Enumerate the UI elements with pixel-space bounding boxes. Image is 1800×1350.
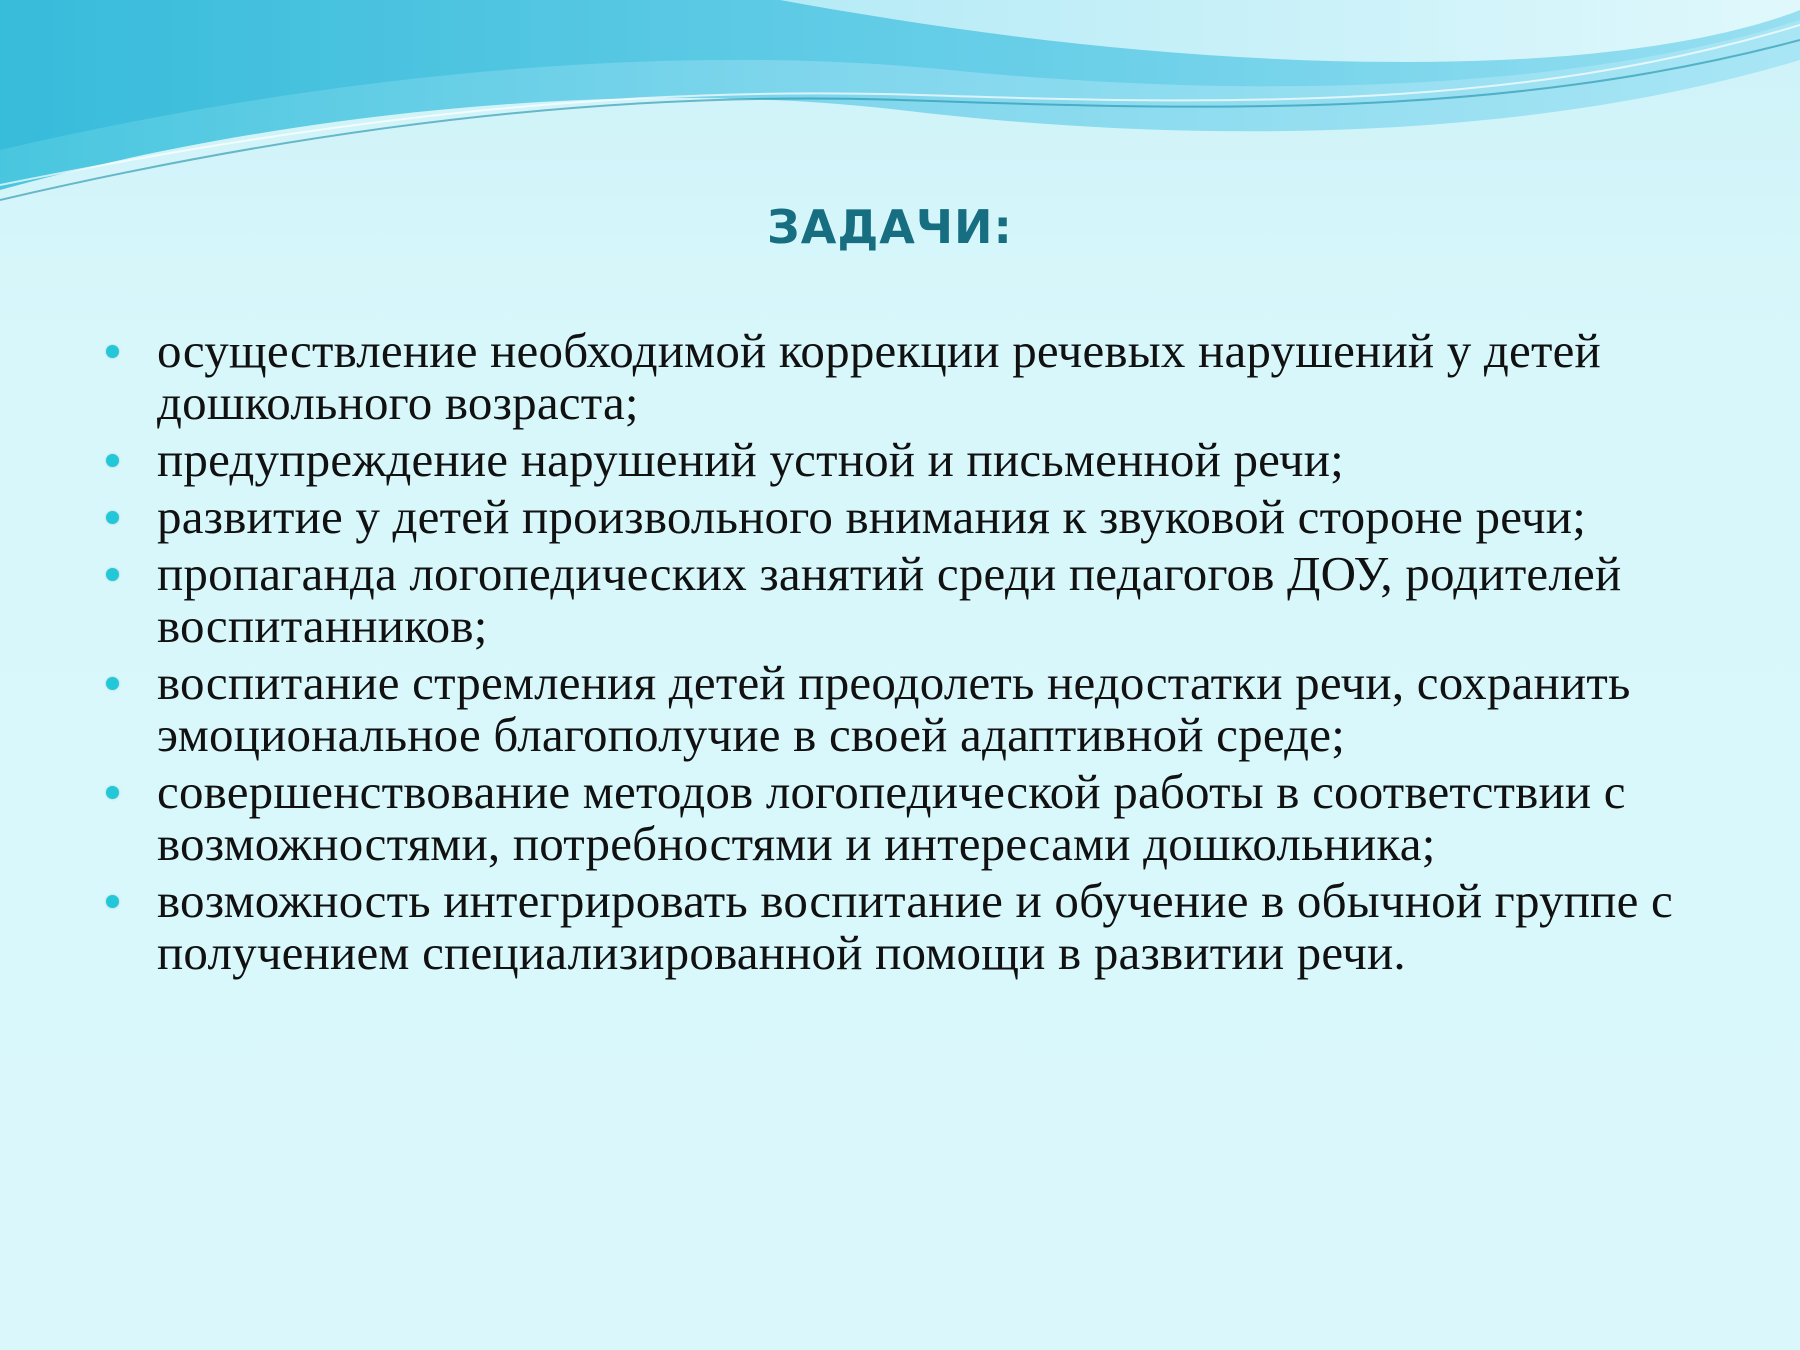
filled-circle-bullet-icon: [106, 895, 119, 908]
filled-circle-bullet-icon: [106, 677, 119, 690]
list-item: [100, 766, 1700, 870]
list-item: [100, 325, 1700, 429]
filled-circle-bullet-icon: [106, 511, 119, 524]
slide-title: ЗАДАЧИ:: [767, 200, 1013, 254]
filled-circle-bullet-icon: [106, 786, 119, 799]
list-item: [100, 491, 1700, 543]
list-item-text: совершенствование методов логопедической работы в соответствии с возможностями, потребностями и интересами дошкольника;: [157, 764, 1626, 871]
list-item: [100, 434, 1700, 486]
list-item: [100, 875, 1700, 979]
list-item-text: возможность интегрировать воспитание и обучение в обычной группе с получением специализированной помощи в развитии речи.: [157, 873, 1673, 980]
list-item-text: предупреждение нарушений устной и письменной речи;: [157, 432, 1344, 487]
filled-circle-bullet-icon: [106, 568, 119, 581]
list-item-text: пропаганда логопедических занятий среди педагогов ДОУ, родителей воспитанников;: [157, 546, 1622, 653]
list-item-text: воспитание стремления детей преодолеть недостатки речи, сохранить эмоциональное благополучие в своей адаптивной среде;: [157, 655, 1631, 762]
task-list: [100, 325, 1700, 984]
filled-circle-bullet-icon: [106, 345, 119, 358]
filled-circle-bullet-icon: [106, 454, 119, 467]
list-item: [100, 657, 1700, 761]
list-item-text: осуществление необходимой коррекции речевых нарушений у детей дошкольного возраста;: [157, 323, 1601, 430]
list-item: [100, 548, 1700, 652]
list-item-text: развитие у детей произвольного внимания к звуковой стороне речи;: [157, 489, 1587, 544]
